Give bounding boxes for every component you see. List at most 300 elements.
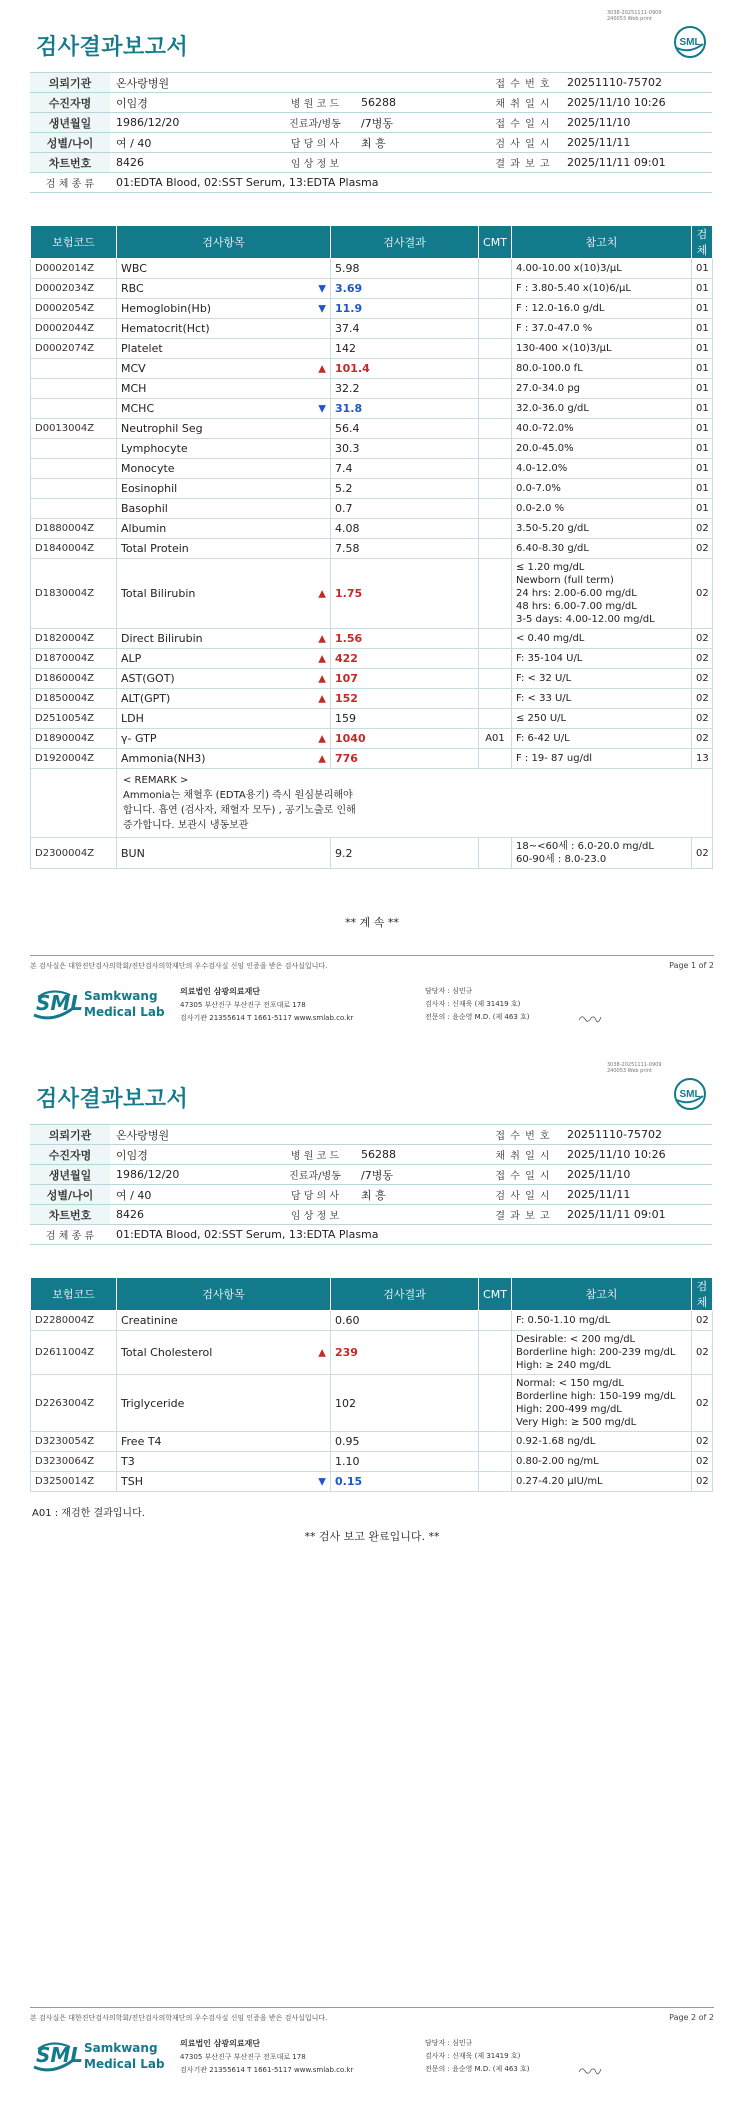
- column-header: CMT: [479, 1278, 512, 1311]
- test-name: [117, 749, 331, 769]
- info-value: 최 흥: [355, 1185, 485, 1205]
- comment-code: [479, 689, 512, 709]
- specimen-code: 01: [692, 399, 713, 419]
- result-row: [31, 1331, 713, 1375]
- reference-range: [512, 749, 692, 769]
- reference-range: [512, 709, 692, 729]
- info-label: 진료과/병동: [275, 1165, 355, 1185]
- specimen-code: 02: [692, 729, 713, 749]
- comment-code: [479, 838, 512, 869]
- insurance-code: D0002054Z: [31, 299, 117, 319]
- column-header: CMT: [479, 226, 512, 259]
- info-value: 56288: [355, 1145, 485, 1165]
- specimen-code: 02: [692, 649, 713, 669]
- reference-range: [512, 669, 692, 689]
- reference-range: [512, 319, 692, 339]
- result-row: [31, 1472, 713, 1492]
- info-row: [30, 1165, 712, 1185]
- info-label: 병 원 코 드: [275, 93, 355, 113]
- info-label: 접 수 번 호: [485, 1125, 561, 1145]
- info-value: 온사랑병원: [110, 1125, 275, 1145]
- specimen-value: 01:EDTA Blood, 02:SST Serum, 13:EDTA Plasma: [110, 1225, 712, 1245]
- page-number: Page 1 of 2: [669, 961, 714, 970]
- info-value: /7병동: [355, 113, 485, 133]
- info-label: 접 수 번 호: [485, 73, 561, 93]
- remark-spacer: [31, 769, 117, 838]
- comment-code: [479, 559, 512, 629]
- insurance-code: D2300004Z: [31, 838, 117, 869]
- reference-range: [512, 1472, 692, 1492]
- logo-line-1: Samkwang: [84, 989, 158, 1003]
- reference-line: 0.27-4.20 μIU/mL: [516, 1476, 603, 1487]
- reference-range: [512, 629, 692, 649]
- test-result: 0.95: [331, 1432, 479, 1452]
- sml-logo-icon: [672, 1076, 708, 1112]
- footer-divider: [30, 955, 714, 956]
- reference-range: [512, 479, 692, 499]
- insurance-code: D2510054Z: [31, 709, 117, 729]
- org-address: 47305 부산진구 부산진구 전포대로 178: [180, 2053, 306, 2061]
- info-row: [30, 1185, 712, 1205]
- test-result: 152: [331, 689, 479, 709]
- specimen-code: 01: [692, 479, 713, 499]
- reference-range: [512, 1452, 692, 1472]
- result-row: [31, 299, 713, 319]
- info-label: 채 취 일 시: [485, 93, 561, 113]
- info-label: [275, 1125, 355, 1145]
- insurance-code: D2280004Z: [31, 1311, 117, 1331]
- reference-range: [512, 519, 692, 539]
- test-result: 239: [331, 1331, 479, 1375]
- staff-info: [425, 2037, 530, 2076]
- info-value: 2025/11/11: [561, 133, 712, 153]
- sml-logo-icon: [672, 24, 708, 60]
- test-result: 4.08: [331, 519, 479, 539]
- result-row: [31, 729, 713, 749]
- comment-code: [479, 279, 512, 299]
- test-result: 422: [331, 649, 479, 669]
- test-name: [117, 499, 331, 519]
- org-address: 47305 부산진구 부산진구 전포대로 178: [180, 1001, 306, 1009]
- result-row: [31, 419, 713, 439]
- test-result: 7.58: [331, 539, 479, 559]
- info-value: 여 / 40: [110, 133, 275, 153]
- result-row: [31, 339, 713, 359]
- reference-line: Borderline high: 150-199 mg/dL: [516, 1391, 676, 1402]
- specimen-code: 02: [692, 689, 713, 709]
- test-name: [117, 339, 331, 359]
- comment-code: [479, 1432, 512, 1452]
- high-arrow-icon: ▲: [318, 733, 326, 744]
- lab-logo: [36, 2035, 165, 2079]
- test-name: [117, 439, 331, 459]
- page-footer: [30, 955, 714, 1045]
- report-complete-note: ** 검사 보고 완료입니다. **: [304, 1530, 440, 1543]
- patient-info-table: [30, 72, 712, 193]
- reference-range: [512, 399, 692, 419]
- info-value: 2025/11/10: [561, 113, 712, 133]
- result-row: [31, 319, 713, 339]
- reference-line: 48 hrs: 6.00-7.00 mg/dL: [516, 601, 637, 612]
- info-label: [275, 73, 355, 93]
- reference-line: 0.92-1.68 ng/dL: [516, 1436, 596, 1447]
- test-result: 142: [331, 339, 479, 359]
- reference-range: [512, 838, 692, 869]
- result-row: [31, 539, 713, 559]
- low-arrow-icon: ▼: [318, 1476, 326, 1487]
- org-name: 의료법인 삼광의료재단: [180, 2039, 261, 2048]
- specimen-label: 검 체 종 류: [30, 1225, 110, 1245]
- comment-code: [479, 259, 512, 279]
- specimen-code: 01: [692, 279, 713, 299]
- info-value: [355, 153, 485, 173]
- info-value: 2025/11/10: [561, 1165, 712, 1185]
- test-result: 1040: [331, 729, 479, 749]
- test-name-label: Total Protein: [121, 542, 189, 555]
- reference-range: [512, 1432, 692, 1452]
- staff-specialist: 전문의 : 윤순영 M.D. (제 463 호): [425, 2065, 530, 2073]
- info-value: 20251110-75702: [561, 1125, 712, 1145]
- info-label: 임 상 정 보: [275, 1205, 355, 1225]
- test-name-label: BUN: [121, 846, 145, 860]
- document-id: 3038-20251111-0909 240053 Web print: [607, 1062, 662, 1074]
- test-result: 0.7: [331, 499, 479, 519]
- test-name: [117, 399, 331, 419]
- result-row: [31, 259, 713, 279]
- test-result: 31.8: [331, 399, 479, 419]
- high-arrow-icon: ▲: [318, 633, 326, 644]
- info-value: [355, 1205, 485, 1225]
- insurance-code: D3230064Z: [31, 1452, 117, 1472]
- test-name-label: Neutrophil Seg: [121, 422, 203, 435]
- specimen-code: 02: [692, 1472, 713, 1492]
- insurance-code: D2263004Z: [31, 1375, 117, 1432]
- comment-code: [479, 1452, 512, 1472]
- high-arrow-icon: ▲: [318, 1347, 326, 1358]
- insurance-code: D3230054Z: [31, 1432, 117, 1452]
- info-label: 담 당 의 사: [275, 1185, 355, 1205]
- test-name: [117, 539, 331, 559]
- test-result: 101.4: [331, 359, 479, 379]
- test-result: 9.2: [331, 838, 479, 869]
- signature-icon: [578, 2065, 602, 2075]
- test-name-label: MCHC: [121, 402, 155, 415]
- specimen-code: 01: [692, 339, 713, 359]
- reference-line: High: ≥ 240 mg/dL: [516, 1360, 611, 1371]
- comment-code: [479, 479, 512, 499]
- comment-code: [479, 499, 512, 519]
- specimen-code: 02: [692, 1331, 713, 1375]
- column-header: 참고치: [512, 226, 692, 259]
- test-result: 0.15: [331, 1472, 479, 1492]
- reference-line: F: 35-104 U/L: [516, 653, 583, 664]
- test-name: [117, 279, 331, 299]
- svg-text:SML: SML: [679, 1089, 701, 1100]
- info-value: 2025/11/11: [561, 1185, 712, 1205]
- reference-line: F : 3.80-5.40 x(10)6/μL: [516, 283, 631, 294]
- reference-range: [512, 649, 692, 669]
- test-name-label: ALP: [121, 652, 142, 665]
- test-name: [117, 729, 331, 749]
- comment-code: [479, 709, 512, 729]
- result-row: [31, 279, 713, 299]
- test-name: [117, 838, 331, 869]
- test-name-label: Hematocrit(Hct): [121, 322, 210, 335]
- reference-line: 4.00-10.00 x(10)3/μL: [516, 263, 622, 274]
- comment-code: A01: [479, 729, 512, 749]
- result-row: [31, 499, 713, 519]
- report-page-2: [0, 1052, 744, 2104]
- test-name: [117, 479, 331, 499]
- remark-line: 합니다. 흡연 (검사자, 채혈자 모두) , 공기노출로 인해: [123, 805, 356, 816]
- specimen-code: 02: [692, 1311, 713, 1331]
- result-row: [31, 359, 713, 379]
- info-label: 검 사 일 시: [485, 133, 561, 153]
- signature-icon: [578, 1013, 602, 1023]
- reference-range: [512, 379, 692, 399]
- document-id: 3038-20251111-0909 240053 Web print: [607, 10, 662, 22]
- info-label: 의뢰기관: [30, 1125, 110, 1145]
- reference-line: F : 12.0-16.0 g/dL: [516, 303, 605, 314]
- result-row: [31, 1432, 713, 1452]
- info-label: 병 원 코 드: [275, 1145, 355, 1165]
- high-arrow-icon: ▲: [318, 653, 326, 664]
- result-row: [31, 709, 713, 729]
- test-result: 1.75: [331, 559, 479, 629]
- insurance-code: D1830004Z: [31, 559, 117, 629]
- test-name-label: Free T4: [121, 1435, 162, 1448]
- info-label: 담 당 의 사: [275, 133, 355, 153]
- test-result: 7.4: [331, 459, 479, 479]
- test-name-label: Lymphocyte: [121, 442, 188, 455]
- test-name-label: Ammonia(NH3): [121, 752, 206, 765]
- test-name: [117, 299, 331, 319]
- staff-manager: 담당자 : 심민규: [425, 987, 473, 995]
- info-row: [30, 153, 712, 173]
- specimen-row: [30, 173, 712, 193]
- low-arrow-icon: ▼: [318, 303, 326, 314]
- high-arrow-icon: ▲: [318, 673, 326, 684]
- insurance-code: D0002034Z: [31, 279, 117, 299]
- info-value: 20251110-75702: [561, 73, 712, 93]
- comment-code: [479, 399, 512, 419]
- test-name-label: TSH: [121, 1475, 143, 1488]
- reference-line: F: < 33 U/L: [516, 693, 572, 704]
- logo-line-1: Samkwang: [84, 2041, 158, 2055]
- reference-range: [512, 559, 692, 629]
- test-name: [117, 1432, 331, 1452]
- reference-line: Desirable: < 200 mg/dL: [516, 1334, 636, 1345]
- result-row: [31, 459, 713, 479]
- comment-code: [479, 749, 512, 769]
- info-row: [30, 113, 712, 133]
- lab-logo: [36, 983, 165, 1027]
- org-contact: 검사기관 21355614 T 1661-5117 www.smlab.co.kr: [180, 2066, 354, 2074]
- specimen-code: 02: [692, 1452, 713, 1472]
- test-name-label: Triglyceride: [121, 1396, 185, 1410]
- info-value: 8426: [110, 1205, 275, 1225]
- comment-code: [479, 629, 512, 649]
- high-arrow-icon: ▲: [318, 693, 326, 704]
- specimen-code: 01: [692, 379, 713, 399]
- test-name-label: Hemoglobin(Hb): [121, 302, 212, 315]
- test-name-label: Albumin: [121, 522, 167, 535]
- test-name: [117, 709, 331, 729]
- test-name-label: RBC: [121, 282, 144, 295]
- comment-code: [479, 379, 512, 399]
- staff-specialist: 전문의 : 윤순영 M.D. (제 463 호): [425, 1013, 530, 1021]
- reference-range: [512, 689, 692, 709]
- info-label: 의뢰기관: [30, 73, 110, 93]
- reference-line: 3.50-5.20 g/dL: [516, 523, 589, 534]
- info-value: 2025/11/10 10:26: [561, 93, 712, 113]
- insurance-code: D1870004Z: [31, 649, 117, 669]
- insurance-code: [31, 499, 117, 519]
- reference-line: 0.0-7.0%: [516, 483, 561, 494]
- test-name-label: WBC: [121, 262, 147, 275]
- specimen-code: 01: [692, 459, 713, 479]
- insurance-code: [31, 439, 117, 459]
- info-label: 진료과/병동: [275, 113, 355, 133]
- column-header: 검사항목: [117, 1278, 331, 1311]
- test-name-label: MCH: [121, 382, 147, 395]
- high-arrow-icon: ▲: [318, 363, 326, 374]
- test-result: 37.4: [331, 319, 479, 339]
- info-label: 생년월일: [30, 1165, 110, 1185]
- result-row: [31, 559, 713, 629]
- info-value: [355, 73, 485, 93]
- info-value: 이임경: [110, 93, 275, 113]
- comment-code: [479, 359, 512, 379]
- info-value: 1986/12/20: [110, 113, 275, 133]
- reference-line: 24 hrs: 2.00-6.00 mg/dL: [516, 588, 637, 599]
- specimen-code: 13: [692, 749, 713, 769]
- logo-text: SML: [36, 2043, 84, 2067]
- insurance-code: D0002014Z: [31, 259, 117, 279]
- info-value: 8426: [110, 153, 275, 173]
- certification-note: 본 검사실은 대한진단검사의학회/진단검사의학재단의 우수검사실 신임 인증을 받은 검사실입니다.: [30, 2014, 328, 2022]
- insurance-code: D1850004Z: [31, 689, 117, 709]
- test-name: [117, 559, 331, 629]
- test-result: 776: [331, 749, 479, 769]
- result-row: [31, 479, 713, 499]
- test-name: [117, 1311, 331, 1331]
- test-result: 159: [331, 709, 479, 729]
- insurance-code: D0013004Z: [31, 419, 117, 439]
- reference-line: F: < 32 U/L: [516, 673, 572, 684]
- info-label: 성별/나이: [30, 133, 110, 153]
- staff-examiner: 검사자 : 신재욱 (제 31419 호): [425, 1000, 521, 1008]
- organization-info: [180, 2037, 353, 2077]
- insurance-code: [31, 359, 117, 379]
- info-value: 최 흥: [355, 133, 485, 153]
- comment-code: [479, 1375, 512, 1432]
- test-result: 102: [331, 1375, 479, 1432]
- reference-range: [512, 539, 692, 559]
- test-result: 5.2: [331, 479, 479, 499]
- info-row: [30, 73, 712, 93]
- test-name-label: Eosinophil: [121, 482, 178, 495]
- test-name-label: Creatinine: [121, 1314, 178, 1327]
- comment-code: [479, 1472, 512, 1492]
- test-name: [117, 649, 331, 669]
- info-row: [30, 1205, 712, 1225]
- reference-line: Newborn (full term): [516, 575, 614, 586]
- reference-range: [512, 299, 692, 319]
- info-row: [30, 1125, 712, 1145]
- reference-range: [512, 499, 692, 519]
- specimen-code: 01: [692, 419, 713, 439]
- reference-line: 32.0-36.0 g/dL: [516, 403, 589, 414]
- test-name: [117, 359, 331, 379]
- test-result: 5.98: [331, 259, 479, 279]
- reference-line: 80.0-100.0 fL: [516, 363, 583, 374]
- reference-line: 3-5 days: 4.00-12.00 mg/dL: [516, 614, 655, 625]
- low-arrow-icon: ▼: [318, 403, 326, 414]
- test-result: 32.2: [331, 379, 479, 399]
- specimen-code: 02: [692, 838, 713, 869]
- test-result: 56.4: [331, 419, 479, 439]
- reference-line: ≤ 1.20 mg/dL: [516, 562, 585, 573]
- reference-line: ≤ 250 U/L: [516, 713, 567, 724]
- comment-code: [479, 649, 512, 669]
- test-name: [117, 419, 331, 439]
- test-result: 107: [331, 669, 479, 689]
- reference-line: 130-400 ×(10)3/μL: [516, 343, 612, 354]
- reference-line: 0.80-2.00 ng/mL: [516, 1456, 599, 1467]
- reference-line: High: 200-499 mg/dL: [516, 1404, 622, 1415]
- test-result: 11.9: [331, 299, 479, 319]
- svg-text:SML: SML: [679, 37, 701, 48]
- insurance-code: [31, 399, 117, 419]
- info-label: 채 취 일 시: [485, 1145, 561, 1165]
- comment-code: [479, 669, 512, 689]
- info-label: 결 과 보 고: [485, 1205, 561, 1225]
- column-header: 검사결과: [331, 226, 479, 259]
- insurance-code: D1840004Z: [31, 539, 117, 559]
- reference-range: [512, 1375, 692, 1432]
- info-value: 1986/12/20: [110, 1165, 275, 1185]
- specimen-label: 검 체 종 류: [30, 173, 110, 193]
- remark-row: [31, 769, 713, 838]
- info-label: 접 수 일 시: [485, 1165, 561, 1185]
- reference-line: F: 0.50-1.10 mg/dL: [516, 1315, 611, 1326]
- test-name: [117, 1452, 331, 1472]
- info-value: 온사랑병원: [110, 73, 275, 93]
- org-name: 의료법인 삼광의료재단: [180, 987, 261, 996]
- specimen-code: 02: [692, 709, 713, 729]
- page-number: Page 2 of 2: [669, 2013, 714, 2022]
- test-name-label: Basophil: [121, 502, 168, 515]
- column-header: 검체: [692, 1278, 713, 1311]
- insurance-code: D1820004Z: [31, 629, 117, 649]
- column-header: 보험코드: [31, 226, 117, 259]
- reference-range: [512, 1331, 692, 1375]
- comment-code: [479, 419, 512, 439]
- insurance-code: D1920004Z: [31, 749, 117, 769]
- comment-code: [479, 1311, 512, 1331]
- test-name-label: T3: [121, 1455, 135, 1468]
- specimen-code: 01: [692, 439, 713, 459]
- comment-code: [479, 319, 512, 339]
- reference-line: 60-90세 : 8.0-23.0: [516, 854, 607, 865]
- test-name: [117, 629, 331, 649]
- info-label: 접 수 일 시: [485, 113, 561, 133]
- staff-manager: 담당자 : 심민규: [425, 2039, 473, 2047]
- insurance-code: [31, 459, 117, 479]
- info-label: 검 사 일 시: [485, 1185, 561, 1205]
- specimen-code: 02: [692, 559, 713, 629]
